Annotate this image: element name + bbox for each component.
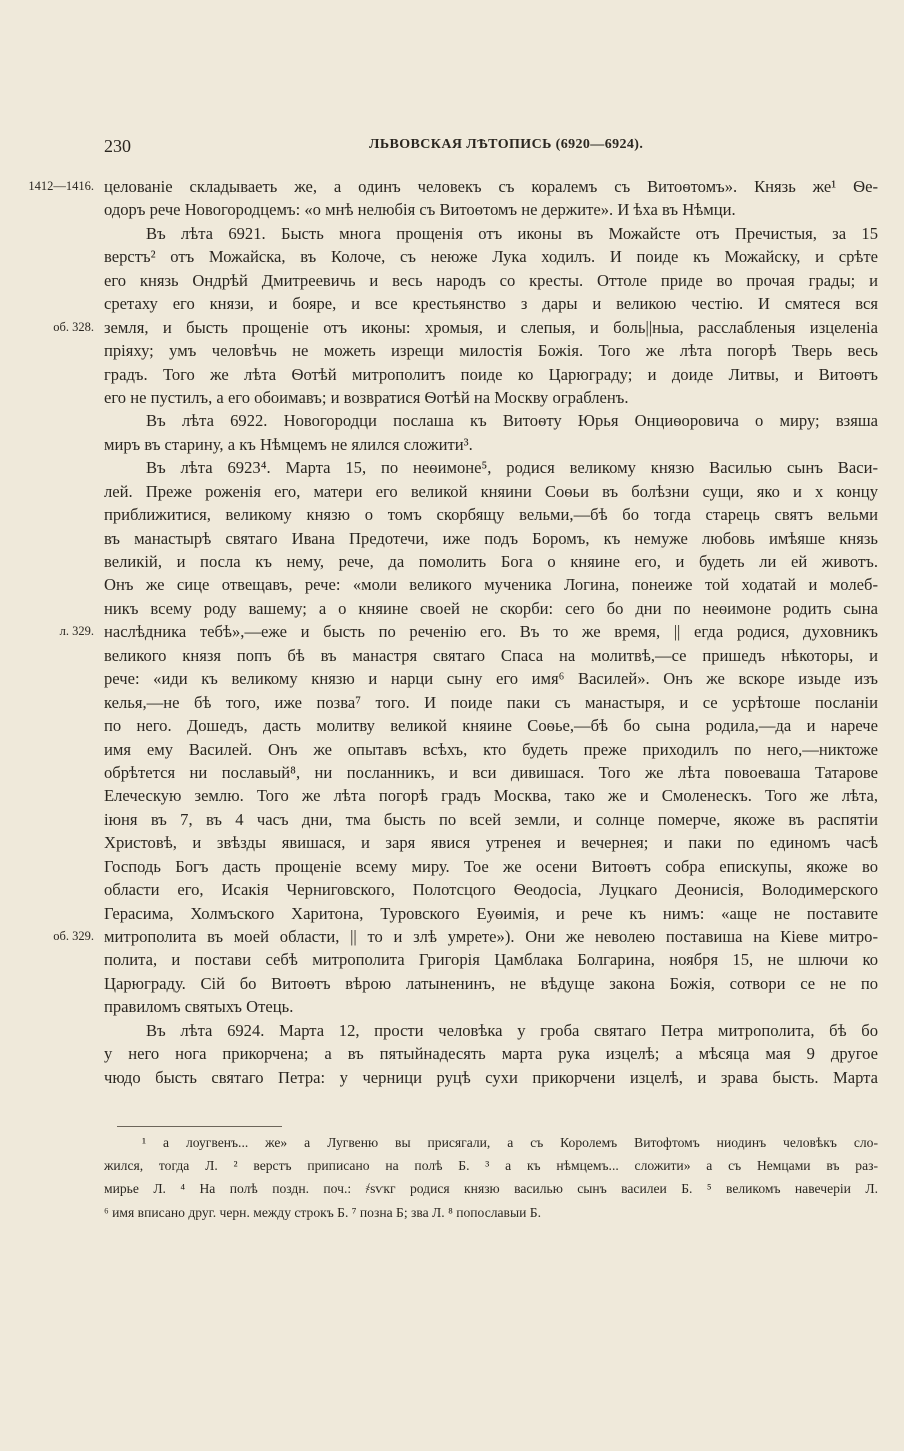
text-line — [104, 198, 878, 221]
line-text: лей. Преже роженія его, матери его великой княини Соѳьи въ болѣзни сущи, яко и х концу — [104, 481, 878, 501]
footnote-line: ⁶ имя вписано друг. черн. между строкъ Б. ⁷ позна Б; зва Л. ⁸ попославыи Б. — [104, 1204, 541, 1220]
line-text: келья,—не бѣ того, иже позва⁷ того. И поиде паки съ манастыря, и се усрѣтоше посланіи — [104, 692, 878, 712]
margin-note: об. 328. — [53, 319, 94, 334]
line-text: правиломъ святыхъ Отець. — [104, 997, 294, 1017]
line-text: Онъ же сице отвещавъ, рече: «моли великого мученика Логина, понеиже той ходатай и молеб- — [104, 575, 878, 595]
line-text: Въ лѣта 6924. Марта 12, прости человѣка у гроба святаго Петра митрополита, бѣ бо — [146, 1020, 878, 1040]
text-line — [104, 503, 878, 526]
line-text: целованіе складываеть же, а одинъ человекъ съ коралемъ съ Витоѳтомъ». Князь же¹ Ѳе- — [104, 177, 878, 196]
line-text: никъ всему роду вашему; а о княине своей не скорби: сего бо дни по неѳимоне родить сына — [104, 598, 878, 618]
running-title: ЛЬВОВСКАЯ ЛѢТОПИСЬ (6920—6924). — [369, 137, 644, 152]
text-line — [104, 972, 878, 995]
text-line — [104, 1019, 878, 1042]
main-text — [28, 175, 878, 1089]
page-number: 230 — [104, 136, 131, 156]
line-text: наслѣдника тебѣ»,—еже и бысть по реченію его. Въ то же время, || егда родися, духовникъ — [104, 622, 878, 642]
text-line — [104, 691, 878, 714]
text-line — [104, 784, 878, 807]
page-header — [0, 136, 904, 160]
text-line — [104, 222, 878, 245]
line-text: его князь Ондрѣй Дмитреевичь и весь народъ со кресты. Оттоле приде во прочая грады; и — [104, 270, 878, 290]
text-line — [104, 386, 878, 409]
footnote-divider — [117, 1126, 282, 1127]
text-line — [104, 667, 878, 690]
footnote-line: жился, тогда Л. ² верстъ приписано на полѣ Б. ³ а къ нѣмцемъ... сложити» а съ Немцами въ раз- — [104, 1158, 878, 1174]
text-line — [104, 456, 878, 479]
line-text: обрѣтется ни послaвый⁸, ни посланникъ, и вси дивишася. Того же лѣта повоеваша Татарове — [104, 762, 878, 782]
text-line — [104, 292, 878, 315]
text-line — [104, 902, 878, 925]
line-text: имя ему Василей. Онъ же опытавъ всѣхъ, кто будеть преже приходилъ по него,—никтоже — [104, 739, 878, 759]
footnotes — [104, 1131, 878, 1224]
text-line — [104, 995, 878, 1018]
text-line — [53, 925, 878, 948]
margin-note: л. 329. — [59, 624, 94, 639]
footnote-line: мирье Л. ⁴ На полѣ поздн. поч.: ҂ѕѵкг родися князю василью сынъ василеи Б. ⁵ великомъ навечеріи Л. — [104, 1181, 878, 1197]
line-text: Въ лѣта 6921. Бысть многа прощенія отъ иконы въ Можайсте отъ Пречистыя, за 15 — [146, 223, 878, 243]
text-line — [104, 948, 878, 971]
line-text: Господь Богъ дасть прощеніе всему миру. Тое же осени Витоѳтъ собра епискупы, якоже во — [104, 856, 878, 876]
text-line — [59, 620, 878, 643]
text-line — [104, 573, 878, 596]
line-text: митрополита въ моей области, || то и злѣ умрете»). Они же неволею поставиша на Кіеве митро- — [104, 927, 878, 946]
text-line — [104, 761, 878, 784]
line-text: области его, Исакія Черниговского, Полотсцого Ѳеодосіа, Луцкаго Деонисія, Володимерского — [104, 880, 878, 900]
line-text: его не пустилъ, а его обоимавъ; и возвратися Ѳотѣй на Москву ограбленъ. — [104, 387, 629, 407]
line-text: верстъ² отъ Можайска, въ Колоче, съ неюже Лука ходилъ. И поиде къ Можайску, и срѣте — [104, 247, 878, 267]
line-text: одоръ рече Новогородцемъ: «о мнѣ нелюбія съ Витоѳтомъ не держите». И ѣха въ Нѣмци. — [104, 200, 736, 220]
line-text: Елеческую землю. Того же лѣта погорѣ градъ Москва, тако же и Смоленескъ. Того же лѣта, — [104, 786, 878, 806]
text-line — [104, 550, 878, 573]
text-line — [104, 433, 878, 456]
line-text: рече: «иди къ великому князю и нарци сыну его имя⁶ Василей». Онъ же вскоре изыде изъ — [104, 669, 878, 689]
line-text: Въ лѣта 6922. Новогородци послаша къ Витоѳту Юрья Онциѳоровича о миру; взяша — [146, 411, 878, 431]
text-line — [104, 245, 878, 268]
text-line — [104, 855, 878, 878]
text-line — [104, 808, 878, 831]
margin-note: 1412—1416. — [28, 179, 94, 193]
line-text: Царюграду. Сій бо Витоѳтъ вѣрою латыненинъ, не вѣдуще закона Божія, сотвори се не по — [104, 973, 878, 993]
text-line — [104, 714, 878, 737]
text-line — [104, 597, 878, 620]
text-line — [104, 480, 878, 503]
line-text: сретаху его князи, и бояре, и все крестьянство з дары и великою честію. И смятеся вся — [104, 294, 878, 314]
line-text: приближитися, великому князю о томъ скорбящу вельми,—бѣ бо тогда старець святъ вельми — [104, 505, 878, 525]
line-text: великій, и посла къ нему, рече, да помолить Бога о княине его, и будеть ли ей животъ. — [104, 552, 878, 571]
footnote-line: ¹ а лоугвенъ... же» а Лугвеню вы присягали, а съ Королемъ Витофтомъ ниодинъ человѣкъ сло- — [142, 1135, 878, 1150]
text-line — [104, 527, 878, 550]
text-line — [104, 269, 878, 292]
line-text: въ манастырѣ святаго Ивана Предотечи, иже подъ Боромъ, къ немуже любовь имѣяше князь — [104, 528, 878, 548]
line-text: Герасима, Холмъского Харитона, Туровского Еуѳимія, и рече къ нимъ: «аще не поставите — [104, 903, 878, 923]
line-text: градъ. Того же лѣта Ѳотѣй митрополитъ поиде ко Царюграду; и доиде Литвы, и Витоѳтъ — [104, 364, 878, 384]
line-text: чюдо бысть святаго Петра: у черници руцѣ сухи прикорчени изцелѣ, и зрава бысть. Марта — [104, 1067, 878, 1087]
line-text: миръ въ старину, а къ Нѣмцемъ не ялился сложити³. — [104, 434, 473, 454]
margin-note: об. 329. — [53, 929, 94, 943]
line-text: іюня въ 7, въ 4 часъ дни, тма бысть по всей земли, и солнце померче, якоже въ распятіи — [104, 809, 878, 829]
text-line — [104, 339, 878, 362]
text-line — [104, 878, 878, 901]
line-text: у него нога прикорчена; а въ пятыйнадесять марта рука изцелѣ; а мѣсяца мая 9 другое — [104, 1044, 878, 1064]
text-line — [104, 644, 878, 667]
text-line — [104, 363, 878, 386]
text-line — [104, 1066, 878, 1089]
line-text: великого князя попъ бѣ въ манастря святаго Спаса на молитвѣ,—се пришедъ нѣкоторы, и — [104, 645, 878, 665]
line-text: Въ лѣта 6923⁴. Марта 15, по неѳимоне⁵, родися великому князю Василью сынъ Васи- — [146, 458, 878, 478]
text-line — [104, 409, 878, 432]
text-line — [28, 175, 878, 198]
text-line — [104, 1042, 878, 1065]
line-text: земля, и бысть прощеніе отъ иконы: хромыя, и слепыя, и боль||ныа, расслабленыя изцеленіа — [104, 317, 878, 337]
text-line — [53, 316, 878, 339]
text-line — [104, 738, 878, 761]
text-line — [104, 831, 878, 854]
line-text: пріяху; умъ человѣчь не можеть изрещи милостія Божія. Того же лѣта погорѣ Тверь весь — [104, 341, 878, 361]
line-text: Христовѣ, и звѣзды явишася, и заря явися утренея и вечернея; и паки по единомъ часѣ — [104, 833, 878, 853]
line-text: полита, и постави себѣ митрополита Григорія Цамблака Болгарина, ноября 15, не шлючи ко — [104, 950, 878, 970]
line-text: по него. Дошедъ, дасть молитву великой княине Соѳье,—бѣ бо сына родила,—да и нарече — [104, 716, 878, 736]
